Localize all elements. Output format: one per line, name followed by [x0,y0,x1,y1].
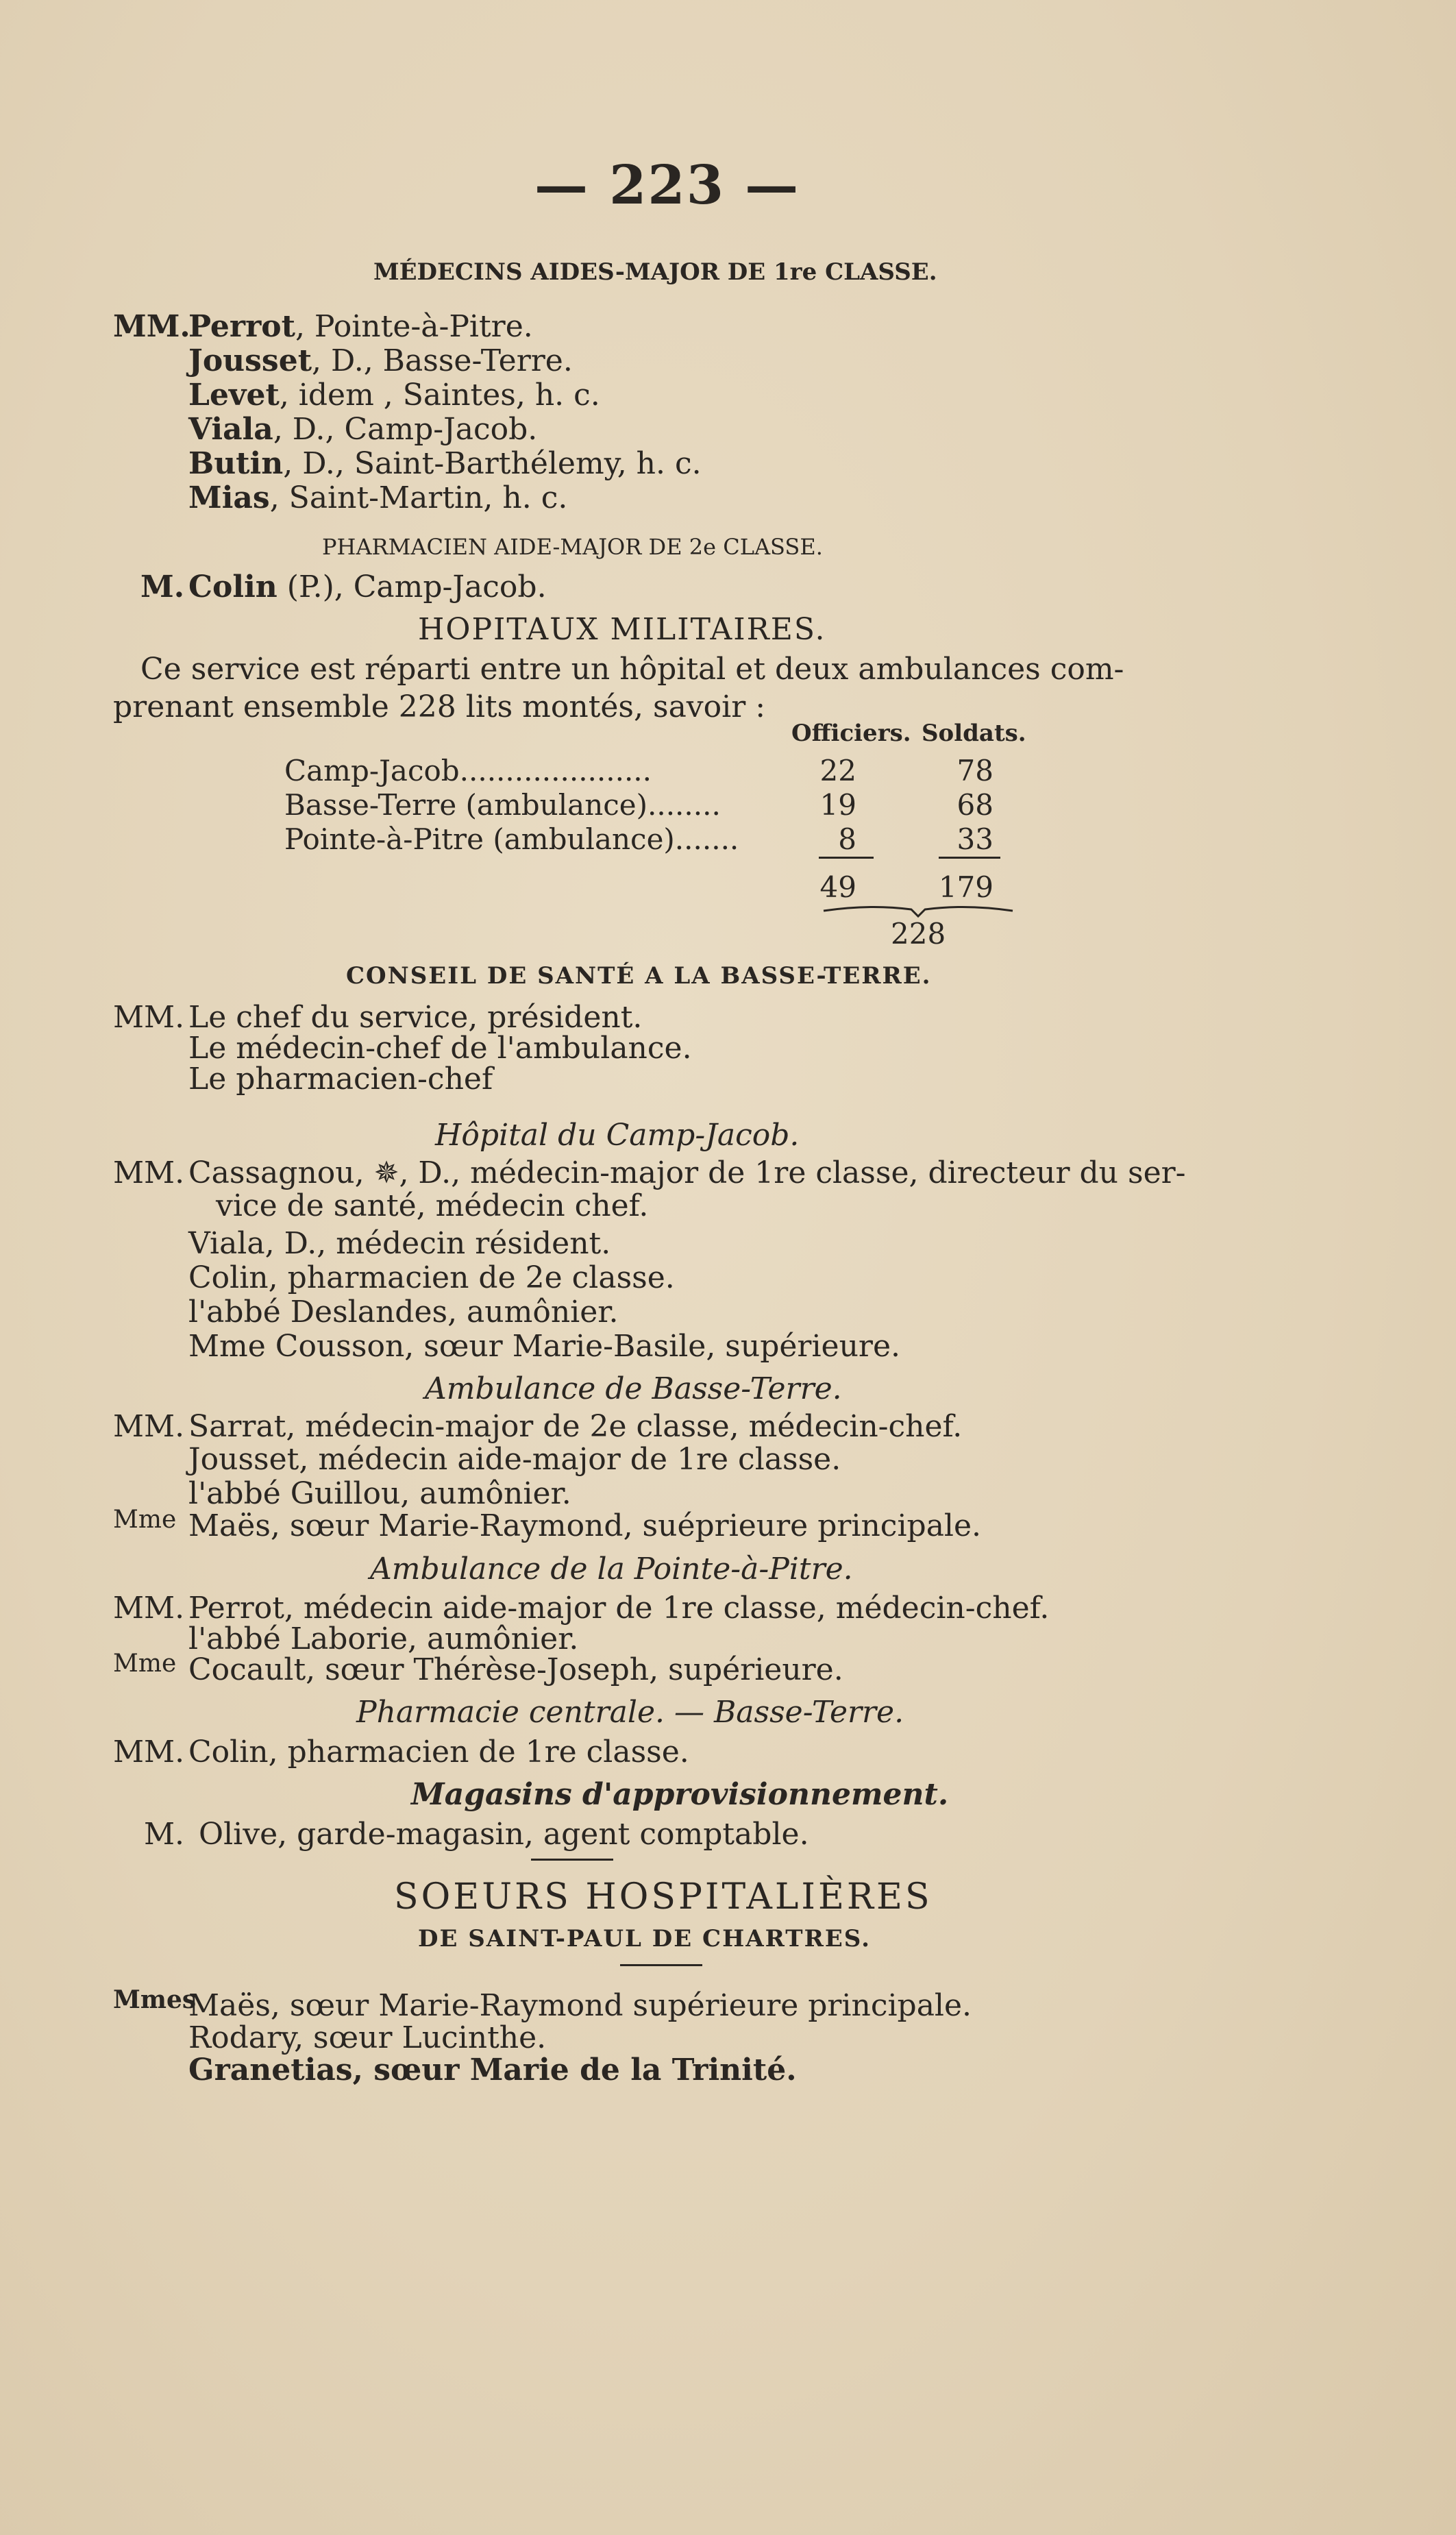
prefix-mm: MM. [113,1591,185,1626]
table-row-label: Pointe-à-Pitre (ambulance)....... [284,822,739,856]
list-item: l'abbé Guillou, aumônier. [188,1476,571,1511]
table-cell-soldats: 78 [957,754,994,787]
list-item: Colin (P.), Camp-Jacob. [188,570,547,604]
section-rule [620,1964,702,1966]
list-item: Colin, pharmacien de 1re classe. [188,1735,689,1769]
list-item: l'abbé Laborie, aumônier. [188,1621,579,1656]
list-item: l'abbé Deslandes, aumônier. [188,1295,619,1330]
list-item: Jousset, médecin aide-major de 1re classe. [188,1442,841,1477]
section-title-pointe: Ambulance de la Pointe-à-Pitre. [370,1552,853,1587]
sum-rule [939,857,1000,859]
table-cell-soldats: 33 [957,822,994,856]
list-item: Le chef du service, président. [188,1000,643,1035]
table-cell-soldats: 68 [957,788,994,822]
prefix-m: M. [144,1817,185,1852]
prefix-m: M. [140,570,185,604]
table-total-soldats: 179 [938,870,994,904]
section-title-basse-terre: Ambulance de Basse-Terre. [425,1371,842,1406]
section-title-soeurs: SOEURS HOSPITALIÈRES [394,1876,933,1918]
list-item: Mme Cousson, sœur Marie-Basile, supérieure. [188,1329,900,1364]
prefix-mmes: Mmes [113,1985,197,2014]
list-item: Cassagnou, ✵, D., médecin-major de 1re classe, directeur du ser- [188,1155,1186,1190]
prefix-mme: Mme [113,1650,177,1678]
prefix-mm: MM. [113,1735,185,1769]
table-header-soldats: Soldats. [922,720,1026,747]
section-header-medecins: MÉDECINS AIDES-MAJOR DE 1re CLASSE. [373,258,937,286]
section-title-pharmacie: Pharmacie centrale. — Basse-Terre. [356,1695,904,1730]
list-item: Perrot, médecin aide-major de 1re classe, médecin-chef. [188,1591,1050,1626]
list-item: Viala, D., Camp-Jacob. [188,412,538,447]
list-item: Sarrat, médecin-major de 2e classe, médecin-chef. [188,1409,963,1444]
list-item: Le pharmacien-chef [188,1062,493,1097]
table-cell-officiers: 22 [819,754,856,787]
section-title-magasins: Magasins d'approvisionnement. [411,1777,949,1812]
section-header-conseil: CONSEIL DE SANTÉ A LA BASSE-TERRE. [346,962,932,990]
section-header-pharmacien: PHARMACIEN AIDE-MAJOR DE 2e CLASSE. [322,534,823,560]
paragraph-line: Ce service est réparti entre un hôpital et deux ambulances com- [140,652,1124,687]
page-number: — 223 — [534,154,800,217]
prefix-mm: MM. [113,1000,185,1035]
list-item: Rodary, sœur Lucinthe. [188,2020,547,2055]
list-item: Levet, idem , Saintes, h. c. [188,378,600,413]
section-title-camp-jacob: Hôpital du Camp-Jacob. [435,1118,800,1153]
sum-rule [819,857,874,859]
list-item: Granetias, sœur Marie de la Trinité. [188,2053,797,2087]
list-item: Viala, D., médecin résident. [188,1226,611,1261]
list-item: vice de santé, médecin chef. [216,1188,649,1223]
list-item: Butin, D., Saint-Barthélemy, h. c. [188,446,702,481]
list-item: Maës, sœur Marie-Raymond supérieure principale. [188,1988,972,2023]
table-total-officiers: 49 [819,870,856,904]
list-item: Maës, sœur Marie-Raymond, suéprieure principale. [188,1508,982,1543]
table-cell-officiers: 19 [819,788,856,822]
table-row-label: Camp-Jacob..................... [284,754,652,787]
list-item: Jousset, D., Basse-Terre. [188,343,573,378]
table-cell-officiers: 8 [838,822,856,856]
table-grand-total: 228 [891,917,946,951]
prefix-mm: MM. [113,1409,185,1444]
paragraph-line: prenant ensemble 228 lits montés, savoir : [113,689,766,724]
table-header-officiers: Officiers. [791,720,911,747]
section-title-hopitaux: HOPITAUX MILITAIRES. [418,612,826,647]
table-row-label: Basse-Terre (ambulance)........ [284,788,721,822]
prefix-mm: MM. [113,1155,185,1190]
prefix-mm: MM. [113,309,190,344]
list-item: Le médecin-chef de l'ambulance. [188,1031,692,1066]
section-rule [531,1859,613,1861]
section-subtitle-soeurs: DE SAINT-PAUL DE CHARTRES. [418,1925,871,1952]
list-item: Olive, garde-magasin, agent comptable. [199,1817,809,1852]
list-item: Perrot, Pointe-à-Pitre. [188,309,533,344]
list-item: Colin, pharmacien de 2e classe. [188,1260,675,1295]
prefix-mme: Mme [113,1506,177,1534]
list-item: Cocault, sœur Thérèse-Joseph, supérieure. [188,1652,843,1687]
list-item: Mias, Saint-Martin, h. c. [188,480,568,515]
